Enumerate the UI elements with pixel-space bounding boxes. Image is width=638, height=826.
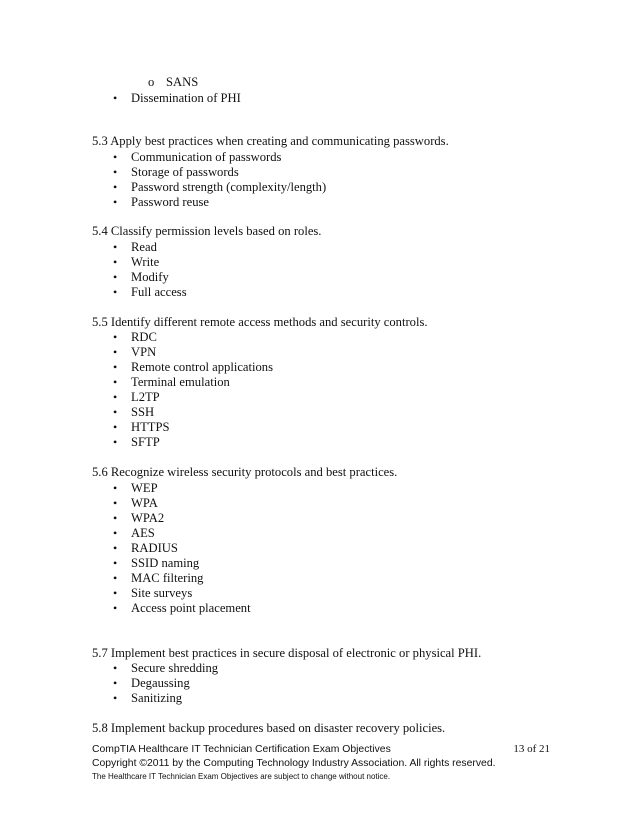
section-heading: 5.4 Classify permission levels based on roles. xyxy=(92,224,322,238)
footer-title: CompTIA Healthcare IT Technician Certification Exam Objectives xyxy=(92,744,391,755)
bullet-icon: • xyxy=(113,330,118,344)
bullet-icon: • xyxy=(113,91,118,105)
section-heading: 5.8 Implement backup procedures based on disaster recovery policies. xyxy=(92,721,446,735)
bullet-icon: • xyxy=(113,541,118,555)
bullet-icon: • xyxy=(113,195,118,209)
bullet-icon: • xyxy=(113,496,118,510)
bullet-icon: • xyxy=(113,601,118,615)
bullet-icon: • xyxy=(113,180,118,194)
bullet-icon: • xyxy=(113,571,118,585)
bullet-icon: • xyxy=(113,586,118,600)
bullet-icon: • xyxy=(113,255,118,269)
bullet-icon: • xyxy=(113,420,118,434)
bullet-icon: • xyxy=(113,270,118,284)
bullet-icon: • xyxy=(113,691,118,705)
bullet-icon: • xyxy=(113,240,118,254)
section-heading: 5.6 Recognize wireless security protocols and best practices. xyxy=(92,465,398,479)
bullet-icon: • xyxy=(113,165,118,179)
footer-copyright: Copyright ©2011 by the Computing Technology Industry Association. All rights reserved. xyxy=(92,758,496,769)
bullet-icon: • xyxy=(113,526,118,540)
bullet-icon: • xyxy=(113,676,118,690)
bullet-icon: • xyxy=(113,150,118,164)
bullet-icon: • xyxy=(113,390,118,404)
bullet-icon: • xyxy=(113,405,118,419)
document-page: o SANS • Dissemination of PHI 5.3 Apply best practices when creating and communicating passwords. • Communication of passwords • Storage of passwords • Password strength (complexity/length) • Password reuse 5.4 Classify permission levels based on roles. • Read • Write • Modify • Full access 5.5 Identify different remote access methods and security controls. • RDC • VPN • Remote control applications • Terminal emulation • L2TP • SSH • HTTPS • SFTP 5.6 Recognize wireless security protocols and best practices. • WEP • WPA • WPA2 • AES • RADIUS • SSID naming • MAC filtering • Site surveys • Access point placement 5.7 Implement best practices in secure disposal of electronic or physical PHI. • Secure shredding • Degaussing • Sanitizing 5.8 Implement backup procedures based on disaster recovery policies. CompTIA Healthcare IT Technician Certification Exam Objectives 13 of 21 Copyright ©2011 by the Computing Technology Industry Association. All rights reserved. The Healthcare IT Technician Exam Objectives are subject to change without notice. xyxy=(92,75,550,781)
bullet-icon: • xyxy=(113,285,118,299)
bullet-icon: • xyxy=(113,481,118,495)
section-heading: 5.7 Implement best practices in secure disposal of electronic or physical PHI. xyxy=(92,646,482,660)
page-number: 13 of 21 xyxy=(513,743,550,755)
bullet-icon: • xyxy=(113,435,118,449)
bullet-icon: • xyxy=(113,511,118,525)
bullet-icon: • xyxy=(113,556,118,570)
section-heading: 5.5 Identify different remote access methods and security controls. xyxy=(92,315,428,329)
footer-notice: The Healthcare IT Technician Exam Objectives are subject to change without notice. xyxy=(92,772,391,781)
bullet-icon: • xyxy=(113,661,118,675)
section-heading: 5.3 Apply best practices when creating and communicating passwords. xyxy=(92,134,449,148)
bullet-icon: • xyxy=(113,345,118,359)
footer-title-line xyxy=(92,743,550,756)
bullet-icon: • xyxy=(113,360,118,374)
circle-bullet-icon: o xyxy=(148,75,155,89)
bullet-icon: • xyxy=(113,375,118,389)
